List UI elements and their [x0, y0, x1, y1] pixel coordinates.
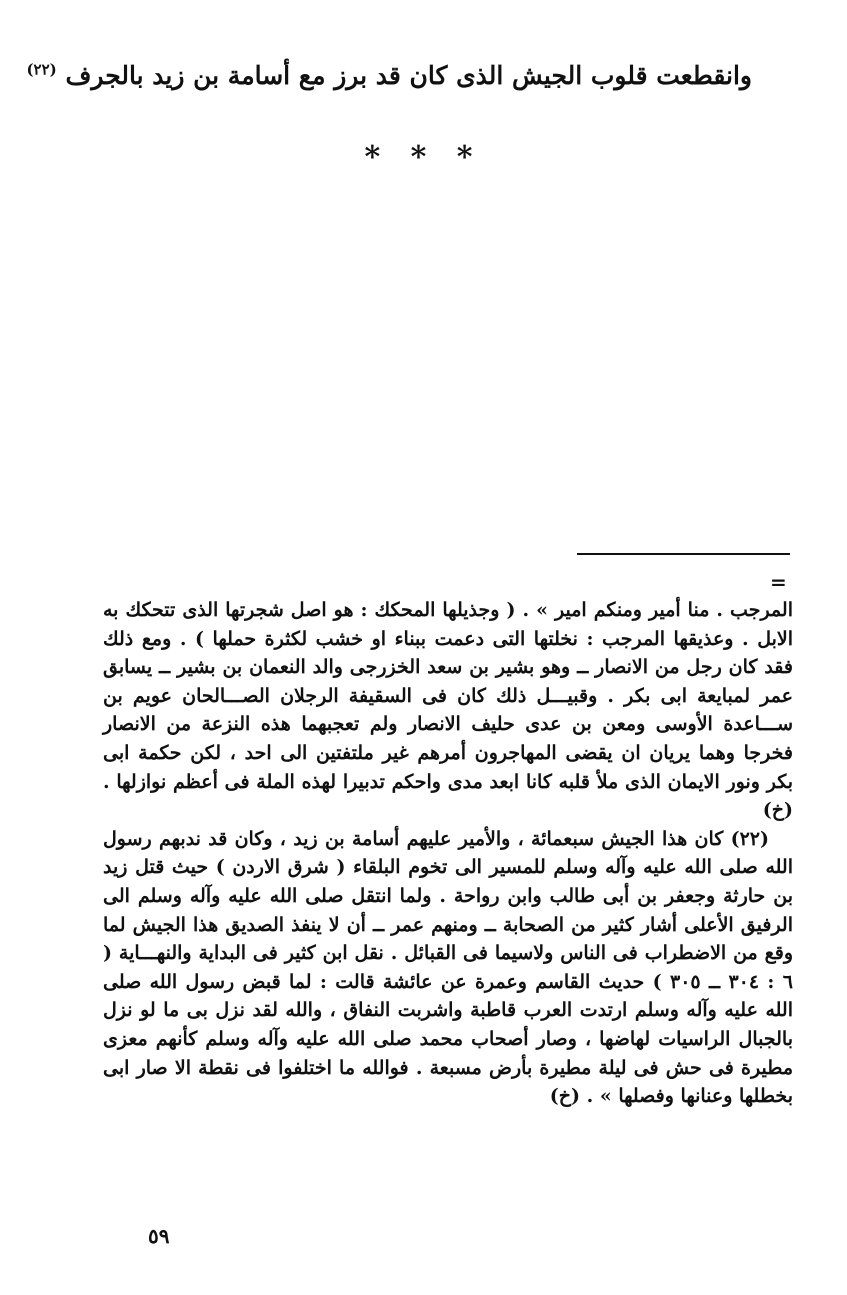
footnote-continued-text: المرجب . منا أمير ومنكم امير » . ( وجذيلها المحكك : هو اصل شجرتها الذى تتحكك به الابل . وعذيقها المرجب : نخلتها التى دعمت ببناء او خشب لكثرة حملها ) . ومع ذلك فقد كان رجل من الانصار ــ وهو بشير بن سعد الخزرجى والد النعمان بن بشير ــ يسابق عمر لمبايعة ابى بكر . وقبيـــل ذلك كان فى السقيفة الرجلان الصـــالحان عويم بن ســـاعدة الأوسى ومعن بن عدى حليف الانصار ولم تعجبهما هذه النزعة من الانصار فخرجا وهما يريان ان يقضى المهاجرون أمرهم غير ملتفتين الى احد ، لكن حكمة ابى بكر ونور الايمان الذى ملأ قلبه كانا ابعد مدى واحكم تدبيرا لهذه الملة فى أعظم نوازلها . (خ) [103, 599, 793, 822]
footnote-22: (٢٢) كان هذا الجيش سبعمائة ، والأمير عليهم أسامة بن زيد ، وكان قد ندبهم رسول الله صلى الله عليه وآله وسلم للمسير الى تخوم البلقاء ( شرق الاردن ) حيث قتل زيد بن حارثة وجعفر بن أبى طالب وابن رواحة . ولما انتقل صلى الله عليه وآله وسلم الى الرفيق الأعلى أشار كثير من الصحابة ــ ومنهم عمر ــ أن لا ينفذ الصديق هذا الجيش لما وقع من الاضطراب فى الناس ولاسيما فى القبائل . نقل ابن كثير فى البداية والنهـــاية ( ٦ : ٣٠٤ ــ ٣٠٥ ) حديث القاسم وعمرة عن عائشة قالت : لما قبض رسول الله صلى الله عليه وآله وسلم ارتدت العرب قاطبة واشربت النفاق ، والله لقد نزل بى ما لو نزل بالجبال الراسيات لهاضها ، وصار أصحاب محمد صلى الله عليه وآله وسلم كأنهم معزى مطيرة فى حش فى ليلة مطيرة بأرض مسبعة . فوالله ما اختلفوا فى نقطة الا صار ابى بخطلها وعنانها وفصلها » . (خ) [103, 827, 793, 1108]
main-text-line [26, 58, 752, 94]
page-number: ٥٩ [148, 1224, 170, 1248]
footnotes-section [103, 596, 793, 1111]
section-ornament: * * * [364, 140, 483, 175]
footnote-reference-22: (٢٢) [26, 60, 57, 79]
footnote-separator-rule [577, 553, 790, 555]
footnote-continuation-mark: = [770, 570, 787, 594]
main-text: وانقطعت قلوب الجيش الذى كان قد برز مع أسامة بن زيد بالجرف [65, 61, 752, 90]
